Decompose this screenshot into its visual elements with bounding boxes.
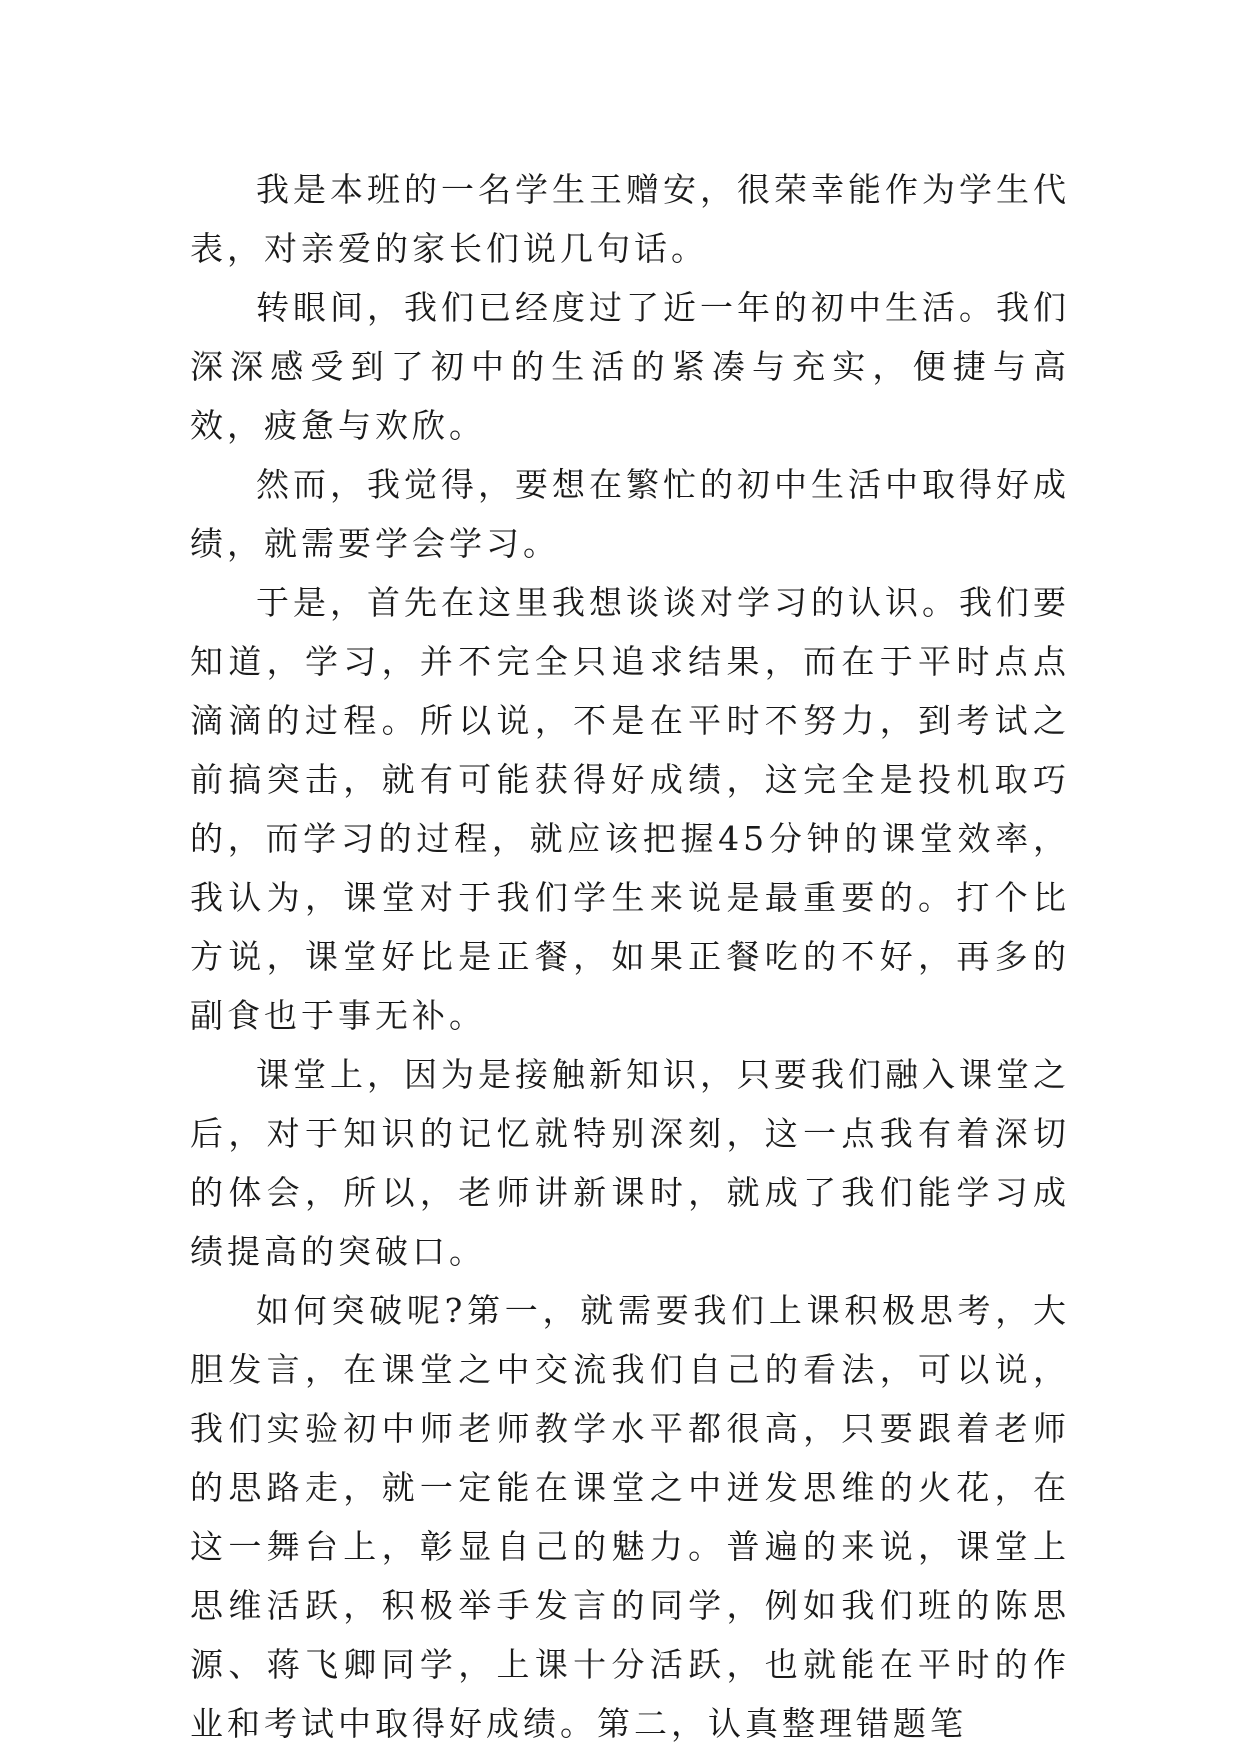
document-body <box>190 160 1070 1753</box>
paragraph-1: 我是本班的一名学生王赠安，很荣幸能作为学生代表，对亲爱的家长们说几句话。 <box>190 170 1070 268</box>
paragraph-6: 如何突破呢?第一，就需要我们上课积极思考，大胆发言，在课堂之中交流我们自己的看法，可以说，我们实验初中师老师教学水平都很高，只要跟着老师的思路走，就一定能在课堂之中迸发思维的火花，在这一舞台上，彰显自己的魅力。普遍的来说，课堂上思维活跃，积极举手发言的同学，例如我们班的陈思源、蒋飞卿同学，上课十分活跃，也就能在平时的作业和考试中取得好成绩。第二，认真整理错题笔 <box>190 1291 1070 1743</box>
paragraph-3: 然而，我觉得，要想在繁忙的初中生活中取得好成绩，就需要学会学习。 <box>190 465 1070 563</box>
paragraph-4: 于是，首先在这里我想谈谈对学习的认识。我们要知道，学习，并不完全只追求结果，而在于平时点点滴滴的过程。所以说，不是在平时不努力，到考试之前搞突击，就有可能获得好成绩，这完全是投机取巧的，而学习的过程，就应该把握45分钟的课堂效率，我认为，课堂对于我们学生来说是最重要的。打个比方说，课堂好比是正餐，如果正餐吃的不好，再多的副食也于事无补。 <box>190 583 1070 1035</box>
paragraph-5: 课堂上，因为是接触新知识，只要我们融入课堂之后，对于知识的记忆就特别深刻，这一点我有着深切的体会，所以，老师讲新课时，就成了我们能学习成绩提高的突破口。 <box>190 1055 1070 1271</box>
paragraph-2: 转眼间，我们已经度过了近一年的初中生活。我们深深感受到了初中的生活的紧凑与充实，便捷与高效，疲惫与欢欣。 <box>190 288 1070 445</box>
